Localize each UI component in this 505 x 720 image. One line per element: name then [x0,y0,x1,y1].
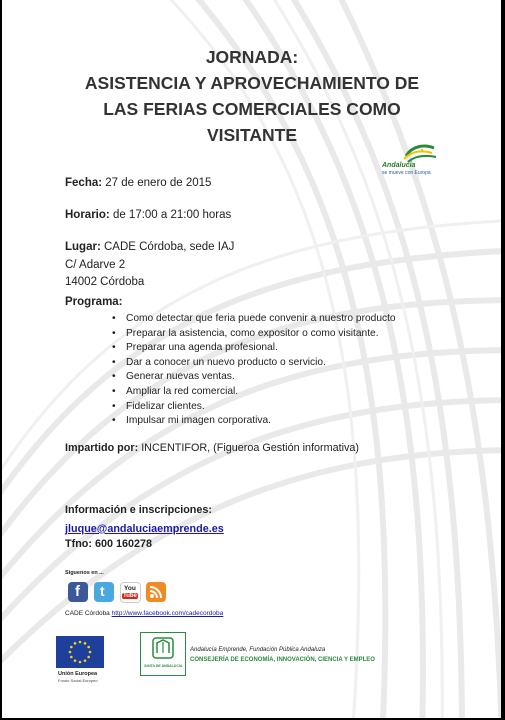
bullet-icon: • [112,415,116,427]
event-title [42,44,462,148]
programa-item-text: Ampliar la red comercial. [126,385,239,397]
bullet-icon: • [112,371,116,383]
rss-glyph [146,582,166,602]
bullet-icon: • [112,327,116,339]
consejeria-text: CONSEJERÍA DE ECONOMÍA, INNOVACIÓN, CIENCIA Y EMPLEO [190,657,375,663]
programa-item-text: Generar nuevas ventas. [126,371,235,383]
youtube-tube: Tube [123,593,137,599]
phone-text: Tfno: 600 160278 [65,538,153,550]
flyer-page [2,0,501,718]
junta-text: JUNTA DE ANDALUCIA [143,664,183,668]
social-label: Síguenos en ... [65,570,104,576]
eu-star [84,659,87,662]
impartido-value: INCENTIFOR, (Figueroa Gestión informativa) [141,442,359,454]
twitter-glyph: t [100,583,105,599]
fecha-row [65,177,211,189]
eu-label: Unión Europea [58,671,98,677]
eu-star [70,656,73,659]
impartido-row [65,442,359,454]
logo-tagline: se mueve con Europa [382,170,431,176]
bullet-icon: • [112,342,116,354]
horario-row [65,209,231,221]
andalucia-logo-icon [376,142,438,164]
title-line-2: ASISTENCIA Y APROVECHAMIENTO DE [84,73,420,93]
eu-star [70,646,73,649]
junta-andalucia-logo [140,632,186,676]
programa-item [112,356,396,371]
programa-list [112,312,396,429]
eu-star [84,642,87,645]
eu-star [74,642,77,645]
fecha-value: 27 de enero de 2015 [105,177,212,189]
programa-item-text: Fidelizar clientes. [126,400,205,412]
eu-star [79,661,82,664]
programa-item [112,400,396,415]
cade-label: CADE Córdoba [65,610,110,617]
lugar-line-3: 14002 Córdoba [65,276,145,288]
eu-flag-icon [56,636,104,668]
programa-item [112,312,396,327]
junta-shield-icon [141,633,185,663]
bullet-icon: • [112,356,116,368]
programa-item [112,370,396,385]
title-line-3: LAS FERIAS COMERCIALES COMO [103,99,401,119]
programa-item [112,341,396,356]
cade-row [65,610,223,617]
lugar-line-1: CADE Córdoba, sede IAJ [103,241,235,253]
eu-star [87,656,90,659]
horario-value: de 17:00 a 21:00 horas [112,209,232,221]
bullet-icon: • [112,400,116,412]
horario-label: Horario: [65,209,110,221]
title-line-4: VISITANTE [206,125,298,145]
bullet-icon: • [112,313,116,324]
info-label: Información e inscripciones: [65,504,212,516]
rss-icon[interactable] [146,582,166,602]
programa-item-text: Dar a conocer un nuevo producto o servicio. [126,356,326,368]
facebook-glyph: f [75,583,80,600]
programa-item-text: Impulsar mi imagen corporativa. [126,415,271,427]
andalucia-europa-logo [376,142,438,182]
logo-brand: Andalucía [382,162,416,169]
fecha-label: Fecha: [65,177,103,189]
andalucia-emprende-text: Andalucía Emprende, Fundación Pública Andaluza [190,647,326,653]
youtube-icon[interactable] [120,582,141,603]
programa-item [112,414,396,429]
programa-item-text: Como detectar que feria puede convenir a nuestro producto [126,313,396,324]
facebook-icon[interactable] [68,582,88,602]
eu-star [89,651,92,654]
bullet-icon: • [112,385,116,397]
eu-star [74,659,77,662]
programa-item [112,385,396,400]
programa-item-text: Preparar la asistencia, como expositor o como visitante. [126,327,379,339]
programa-label: Programa: [65,296,123,308]
eu-fund-label: Fondo Social Europeo [58,678,98,683]
email-link[interactable]: jluque@andaluciaemprende.es [65,523,224,535]
impartido-label: Impartido por: [65,442,139,454]
eu-star [79,641,82,644]
twitter-icon[interactable] [94,582,114,602]
lugar-label: Lugar: [65,241,101,253]
eu-stars [56,636,104,668]
programa-item [112,327,396,342]
lugar-line-2: C/ Adarve 2 [65,259,126,271]
eu-star [69,651,72,654]
youtube-you: You [124,585,136,592]
cade-facebook-link[interactable]: http://www.facebook.com/cadecordoba [111,610,224,617]
title-line-1: JORNADA: [205,47,299,67]
lugar-row [65,241,234,253]
eu-star [87,646,90,649]
programa-item-text: Preparar una agenda profesional. [126,342,278,354]
